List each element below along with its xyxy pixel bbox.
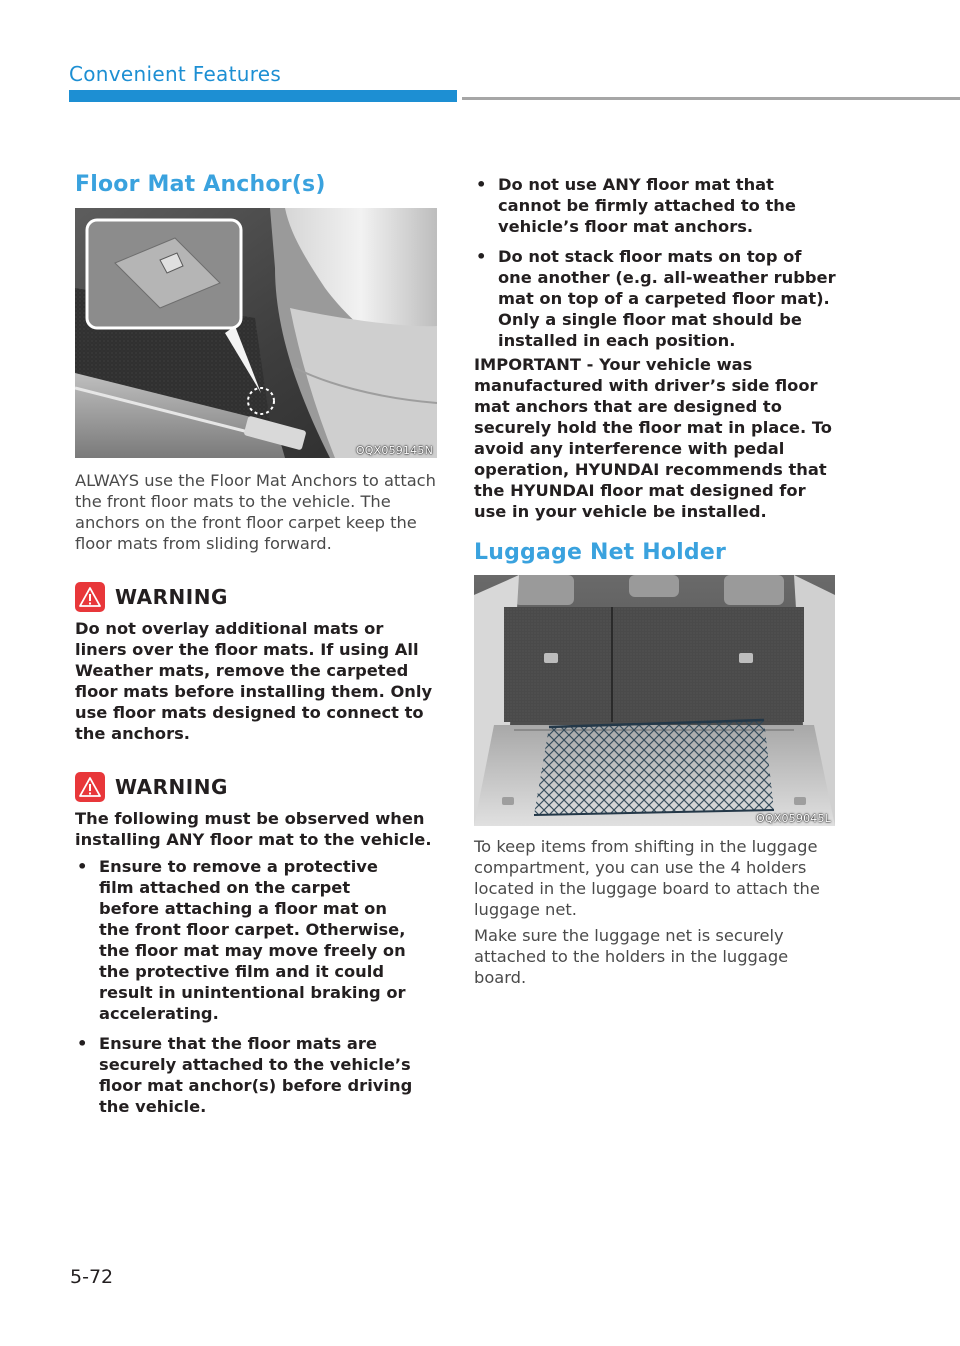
header-section-title: Convenient Features	[69, 62, 282, 86]
floor-mat-figure-code: OQX059145N	[355, 444, 433, 457]
warning-2-bullets-right	[474, 174, 838, 351]
luggage-net-heading: Luggage Net Holder	[474, 540, 727, 565]
floor-mat-intro: ALWAYS use the Floor Mat Anchors to attach the front floor mats to the vehicle. The anchors on the front floor carpet keep the floor mats from sliding forward.	[75, 471, 436, 553]
warning-1-header	[75, 582, 228, 612]
warning-1-label: WARNING	[115, 585, 228, 609]
warning-2-header	[75, 772, 228, 802]
luggage-net-paragraph-1: To keep items from shifting in the luggage compartment, you can use the 4 holders located in the luggage board to attach the luggage net.	[474, 837, 820, 919]
warning-1-text: Do not overlay additional mats or liners over the floor mats. If using All Weather mats, remove the carpeted floor mats before installing them. Only use floor mats designed to connect to the anchors.	[75, 619, 433, 743]
warning-2-text: The following must be observed when installing ANY floor mat to the vehicle.	[75, 809, 432, 849]
luggage-net-paragraph-2: Make sure the luggage net is securely attached to the holders in the luggage board.	[474, 926, 789, 987]
floor-mat-anchor-figure	[75, 208, 437, 458]
luggage-net-figure-code: OQX059045L	[756, 812, 831, 825]
warning-2-label: WARNING	[115, 775, 228, 799]
warning-2-bullets-left	[75, 856, 415, 1117]
floor-mat-heading: Floor Mat Anchor(s)	[75, 172, 326, 197]
important-note: IMPORTANT - Your vehicle was manufactured with driver’s side floor mat anchors that are designed to securely hold the floor mat in place. To avoid any interference with pedal operation, HYUNDAI recommends that the HYUNDAI floor mat designed for use in your vehicle be installed.	[474, 355, 832, 521]
floor-mat-anchor-illustration	[75, 208, 437, 458]
header-accent-bar	[69, 90, 457, 102]
warning-triangle-icon	[75, 582, 105, 612]
header-rule	[462, 97, 960, 100]
page-number: 5-72	[70, 1266, 114, 1288]
list-item: • Do not stack floor mats on top of one another (e.g. all-weather rubber mat on top of a carpeted floor mat). Only a single floor mat should be installed in each position.	[474, 246, 838, 351]
warning-triangle-icon	[75, 772, 105, 802]
list-item: • Ensure to remove a protective film attached on the carpet before attaching a floor mat on the front floor carpet. Otherwise, the floor mat may move freely on the protective film and it could result in unintentional braking or accelerating.	[75, 856, 415, 1024]
list-item: • Ensure that the floor mats are securely attached to the vehicle’s floor mat anchor(s) before driving the vehicle.	[75, 1033, 415, 1117]
luggage-net-illustration	[474, 575, 835, 826]
luggage-net-figure	[474, 575, 835, 826]
list-item: • Do not use ANY floor mat that cannot be firmly attached to the vehicle’s floor mat anchors.	[474, 174, 838, 237]
